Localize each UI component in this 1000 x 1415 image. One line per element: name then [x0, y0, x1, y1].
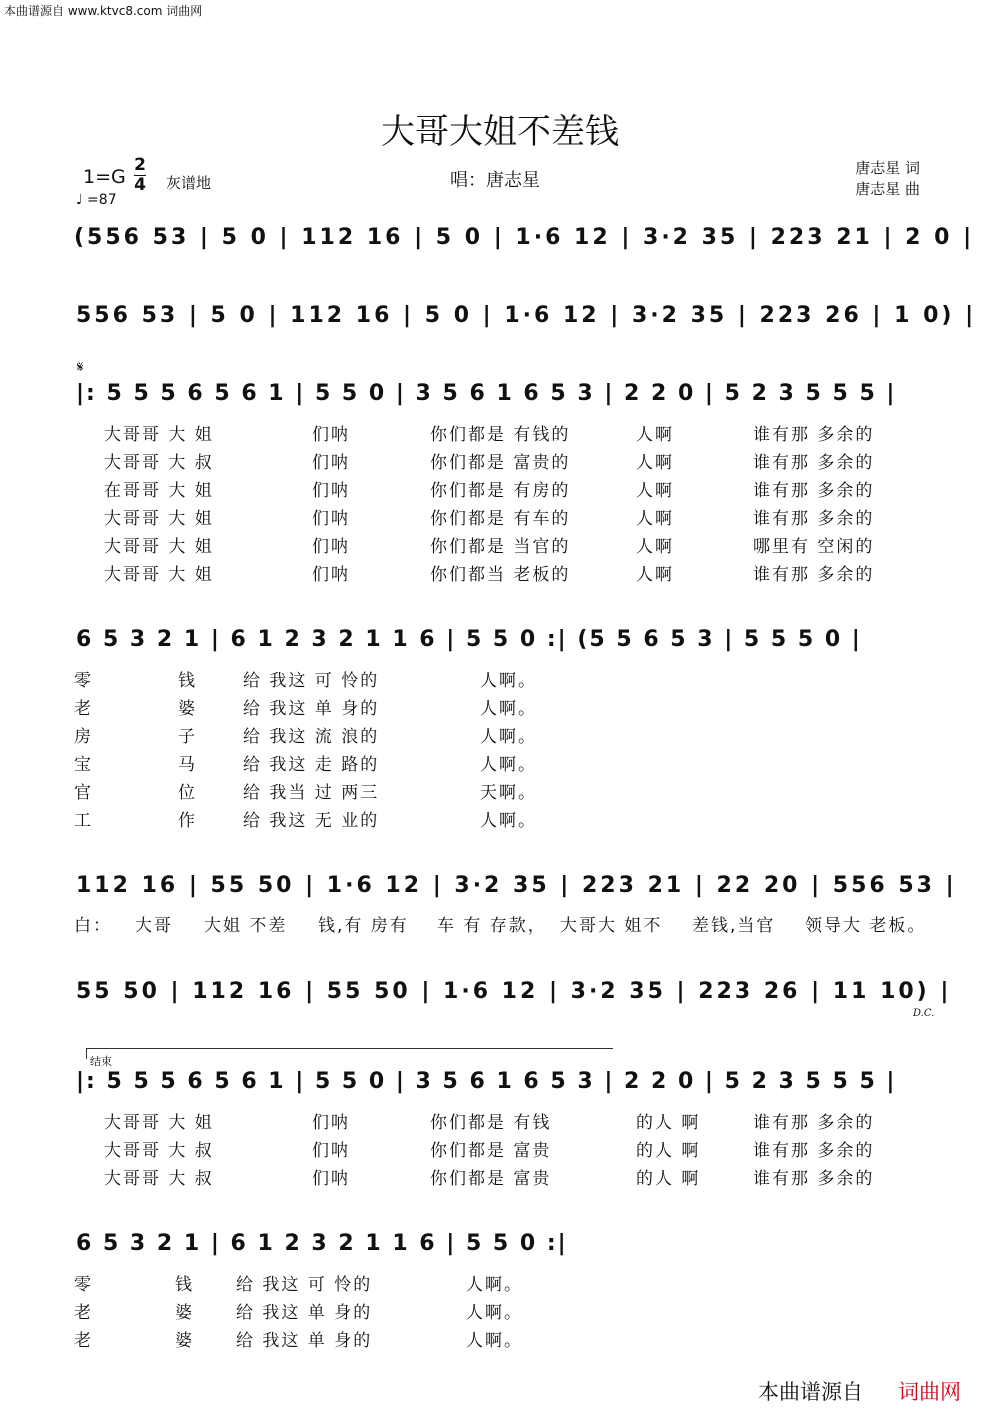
lyric-cell: 你们都当 老板的 [430, 565, 571, 585]
lyric-cell: 你们都是 富贵 [430, 1141, 552, 1161]
lyric-cell: 人啊。 [480, 755, 537, 775]
lyric-cell: 你们都是 当官的 [430, 537, 571, 557]
spoken-cell: 钱,有 房有 [318, 916, 409, 936]
lyric-cell: 工 [74, 811, 93, 831]
source-note: 本曲谱源自 www.ktvc8.com 词曲网 [4, 4, 203, 18]
time-bottom: 4 [134, 175, 146, 195]
lyric-cell: 谁有那 多余的 [753, 481, 875, 501]
lyric-cell: 大哥哥 大 姐 [104, 537, 214, 557]
spoken-cell: 差钱,当官 [692, 916, 776, 936]
lyric-cell: 人啊 [636, 425, 674, 445]
notation-source: 灰谱地 [166, 174, 212, 192]
lyric-cell: 你们都是 有钱的 [430, 425, 571, 445]
lyric-cell: 人啊 [636, 537, 674, 557]
lyric-cell: 天啊。 [480, 783, 537, 803]
lyric-cell: 大哥哥 大 姐 [104, 1113, 214, 1133]
spoken-cell: 大姐 不差 [204, 916, 288, 936]
music-row-1: (556 53 | 5 0 | 112 16 | 5 0 | 1·6 12 | 3·2 35 | 223 21 | 2 0 | [74, 225, 975, 250]
lyric-cell: 宝 [74, 755, 93, 775]
lyric-cell: 们呐 [312, 425, 350, 445]
lyric-cell: 们呐 [312, 565, 350, 585]
lyric-cell: 子 [178, 727, 197, 747]
music-row-7: |: 5 5 5 6 5 6 1 | 5 5 0 | 3 5 6 1 6 5 3 | 2 2 0 | 5 2 3 5 5 5 | [76, 1069, 897, 1094]
lyric-cell: 人啊 [636, 565, 674, 585]
lyric-cell: 零 [74, 1275, 93, 1295]
lyric-cell: 人啊 [636, 453, 674, 473]
singer: 唱：唐志星 [450, 170, 540, 191]
lyric-cell: 大哥哥 大 叔 [104, 453, 214, 473]
lyric-cell: 大哥哥 大 叔 [104, 1141, 214, 1161]
lyric-cell: 给 我这 无 业的 [243, 811, 380, 831]
lyric-cell: 们呐 [312, 1113, 350, 1133]
spoken-cell: 白： [74, 916, 112, 936]
composer: 唐志星 曲 [855, 180, 920, 198]
lyric-cell: 你们都是 有车的 [430, 509, 571, 529]
lyricist: 唐志星 词 [855, 159, 920, 177]
music-row-2: 556 53 | 5 0 | 112 16 | 5 0 | 1·6 12 | 3·2 35 | 223 26 | 1 0) | [76, 303, 977, 328]
lyric-cell: 给 我这 走 路的 [243, 755, 380, 775]
music-row-8: 6 5 3 2 1 | 6 1 2 3 2 1 1 6 | 5 5 0 :| [76, 1231, 568, 1256]
lyric-cell: 们呐 [312, 481, 350, 501]
lyric-cell: 人啊 [636, 481, 674, 501]
lyric-cell: 谁有那 多余的 [753, 565, 875, 585]
lyric-cell: 作 [178, 811, 197, 831]
lyric-cell: 马 [178, 755, 197, 775]
lyric-cell: 谁有那 多余的 [753, 1141, 875, 1161]
lyric-cell: 在哥哥 大 姐 [104, 481, 214, 501]
ending-bracket [86, 1048, 613, 1059]
lyric-cell: 谁有那 多余的 [753, 453, 875, 473]
lyric-cell: 钱 [178, 671, 197, 691]
lyric-cell: 你们都是 有钱 [430, 1113, 552, 1133]
music-row-5: 112 16 | 55 50 | 1·6 12 | 3·2 35 | 223 21 | 22 20 | 556 53 | [76, 873, 957, 898]
footer-site: 词曲网 [898, 1380, 961, 1404]
lyric-cell: 们呐 [312, 509, 350, 529]
lyric-cell: 给 我当 过 两三 [243, 783, 380, 803]
lyric-cell: 婆 [175, 1331, 194, 1351]
lyric-cell: 位 [178, 783, 197, 803]
lyric-cell: 房 [74, 727, 93, 747]
lyric-cell: 人啊。 [480, 671, 537, 691]
lyric-cell: 大哥哥 大 姐 [104, 425, 214, 445]
lyric-cell: 们呐 [312, 453, 350, 473]
lyric-cell: 哪里有 空闲的 [753, 537, 875, 557]
lyric-cell: 的人 啊 [636, 1113, 701, 1133]
lyric-cell: 给 我这 单 身的 [236, 1331, 373, 1351]
lyric-cell: 零 [74, 671, 93, 691]
lyric-cell: 婆 [178, 699, 197, 719]
lyric-cell: 老 [74, 699, 93, 719]
lyric-cell: 们呐 [312, 537, 350, 557]
tempo-marking: ♩ =87 [76, 192, 117, 208]
lyric-cell: 钱 [175, 1275, 194, 1295]
segno-mark: 𝄋 [77, 358, 84, 376]
music-row-4: 6 5 3 2 1 | 6 1 2 3 2 1 1 6 | 5 5 0 :| (5 5 6 5 3 | 5 5 5 0 | [76, 627, 862, 652]
lyric-cell: 老 [74, 1331, 93, 1351]
music-row-6: 55 50 | 112 16 | 55 50 | 1·6 12 | 3·2 35 | 223 26 | 11 10) | [76, 979, 952, 1004]
lyric-cell: 大哥哥 大 姐 [104, 509, 214, 529]
lyric-cell: 们呐 [312, 1169, 350, 1189]
lyric-cell: 谁有那 多余的 [753, 1113, 875, 1133]
spoken-cell: 大哥大 姐不 [560, 916, 663, 936]
lyric-cell: 人啊。 [480, 699, 537, 719]
lyric-cell: 官 [74, 783, 93, 803]
lyric-cell: 谁有那 多余的 [753, 1169, 875, 1189]
lyric-cell: 人啊。 [466, 1331, 523, 1351]
lyric-cell: 人啊。 [480, 727, 537, 747]
lyric-cell: 你们都是 富贵的 [430, 453, 571, 473]
footer-source: 本曲谱源自 [758, 1380, 863, 1404]
time-signature [133, 156, 147, 195]
lyric-cell: 给 我这 单 身的 [243, 699, 380, 719]
lyric-cell: 大哥哥 大 姐 [104, 565, 214, 585]
lyric-cell: 人啊。 [466, 1275, 523, 1295]
lyric-cell: 的人 啊 [636, 1141, 701, 1161]
lyric-cell: 人啊。 [480, 811, 537, 831]
lyric-cell: 你们都是 富贵 [430, 1169, 552, 1189]
lyric-cell: 们呐 [312, 1141, 350, 1161]
lyric-cell: 你们都是 有房的 [430, 481, 571, 501]
spoken-cell: 大哥 [135, 916, 173, 936]
lyric-cell: 老 [74, 1303, 93, 1323]
spoken-cell: 车 有 存款， [437, 916, 547, 936]
time-top: 2 [134, 155, 146, 175]
lyric-cell: 婆 [175, 1303, 194, 1323]
ending-label: 结束 [90, 1055, 112, 1068]
lyric-cell: 大哥哥 大 叔 [104, 1169, 214, 1189]
lyric-cell: 谁有那 多余的 [753, 509, 875, 529]
lyric-cell: 给 我这 可 怜的 [236, 1275, 373, 1295]
key-signature: 1=G [83, 166, 126, 188]
lyric-cell: 给 我这 可 怜的 [243, 671, 380, 691]
lyric-cell: 谁有那 多余的 [753, 425, 875, 445]
credits [855, 158, 920, 200]
music-row-3: |: 5 5 5 6 5 6 1 | 5 5 0 | 3 5 6 1 6 5 3 | 2 2 0 | 5 2 3 5 5 5 | [76, 381, 897, 406]
lyric-cell: 人啊 [636, 509, 674, 529]
song-title: 大哥大姐不差钱 [381, 112, 619, 152]
lyric-cell: 给 我这 单 身的 [236, 1303, 373, 1323]
lyric-cell: 人啊。 [466, 1303, 523, 1323]
dc-mark: D.C. [913, 1008, 935, 1019]
lyric-cell: 给 我这 流 浪的 [243, 727, 380, 747]
lyric-cell: 的人 啊 [636, 1169, 701, 1189]
spoken-cell: 领导大 老板。 [805, 916, 927, 936]
